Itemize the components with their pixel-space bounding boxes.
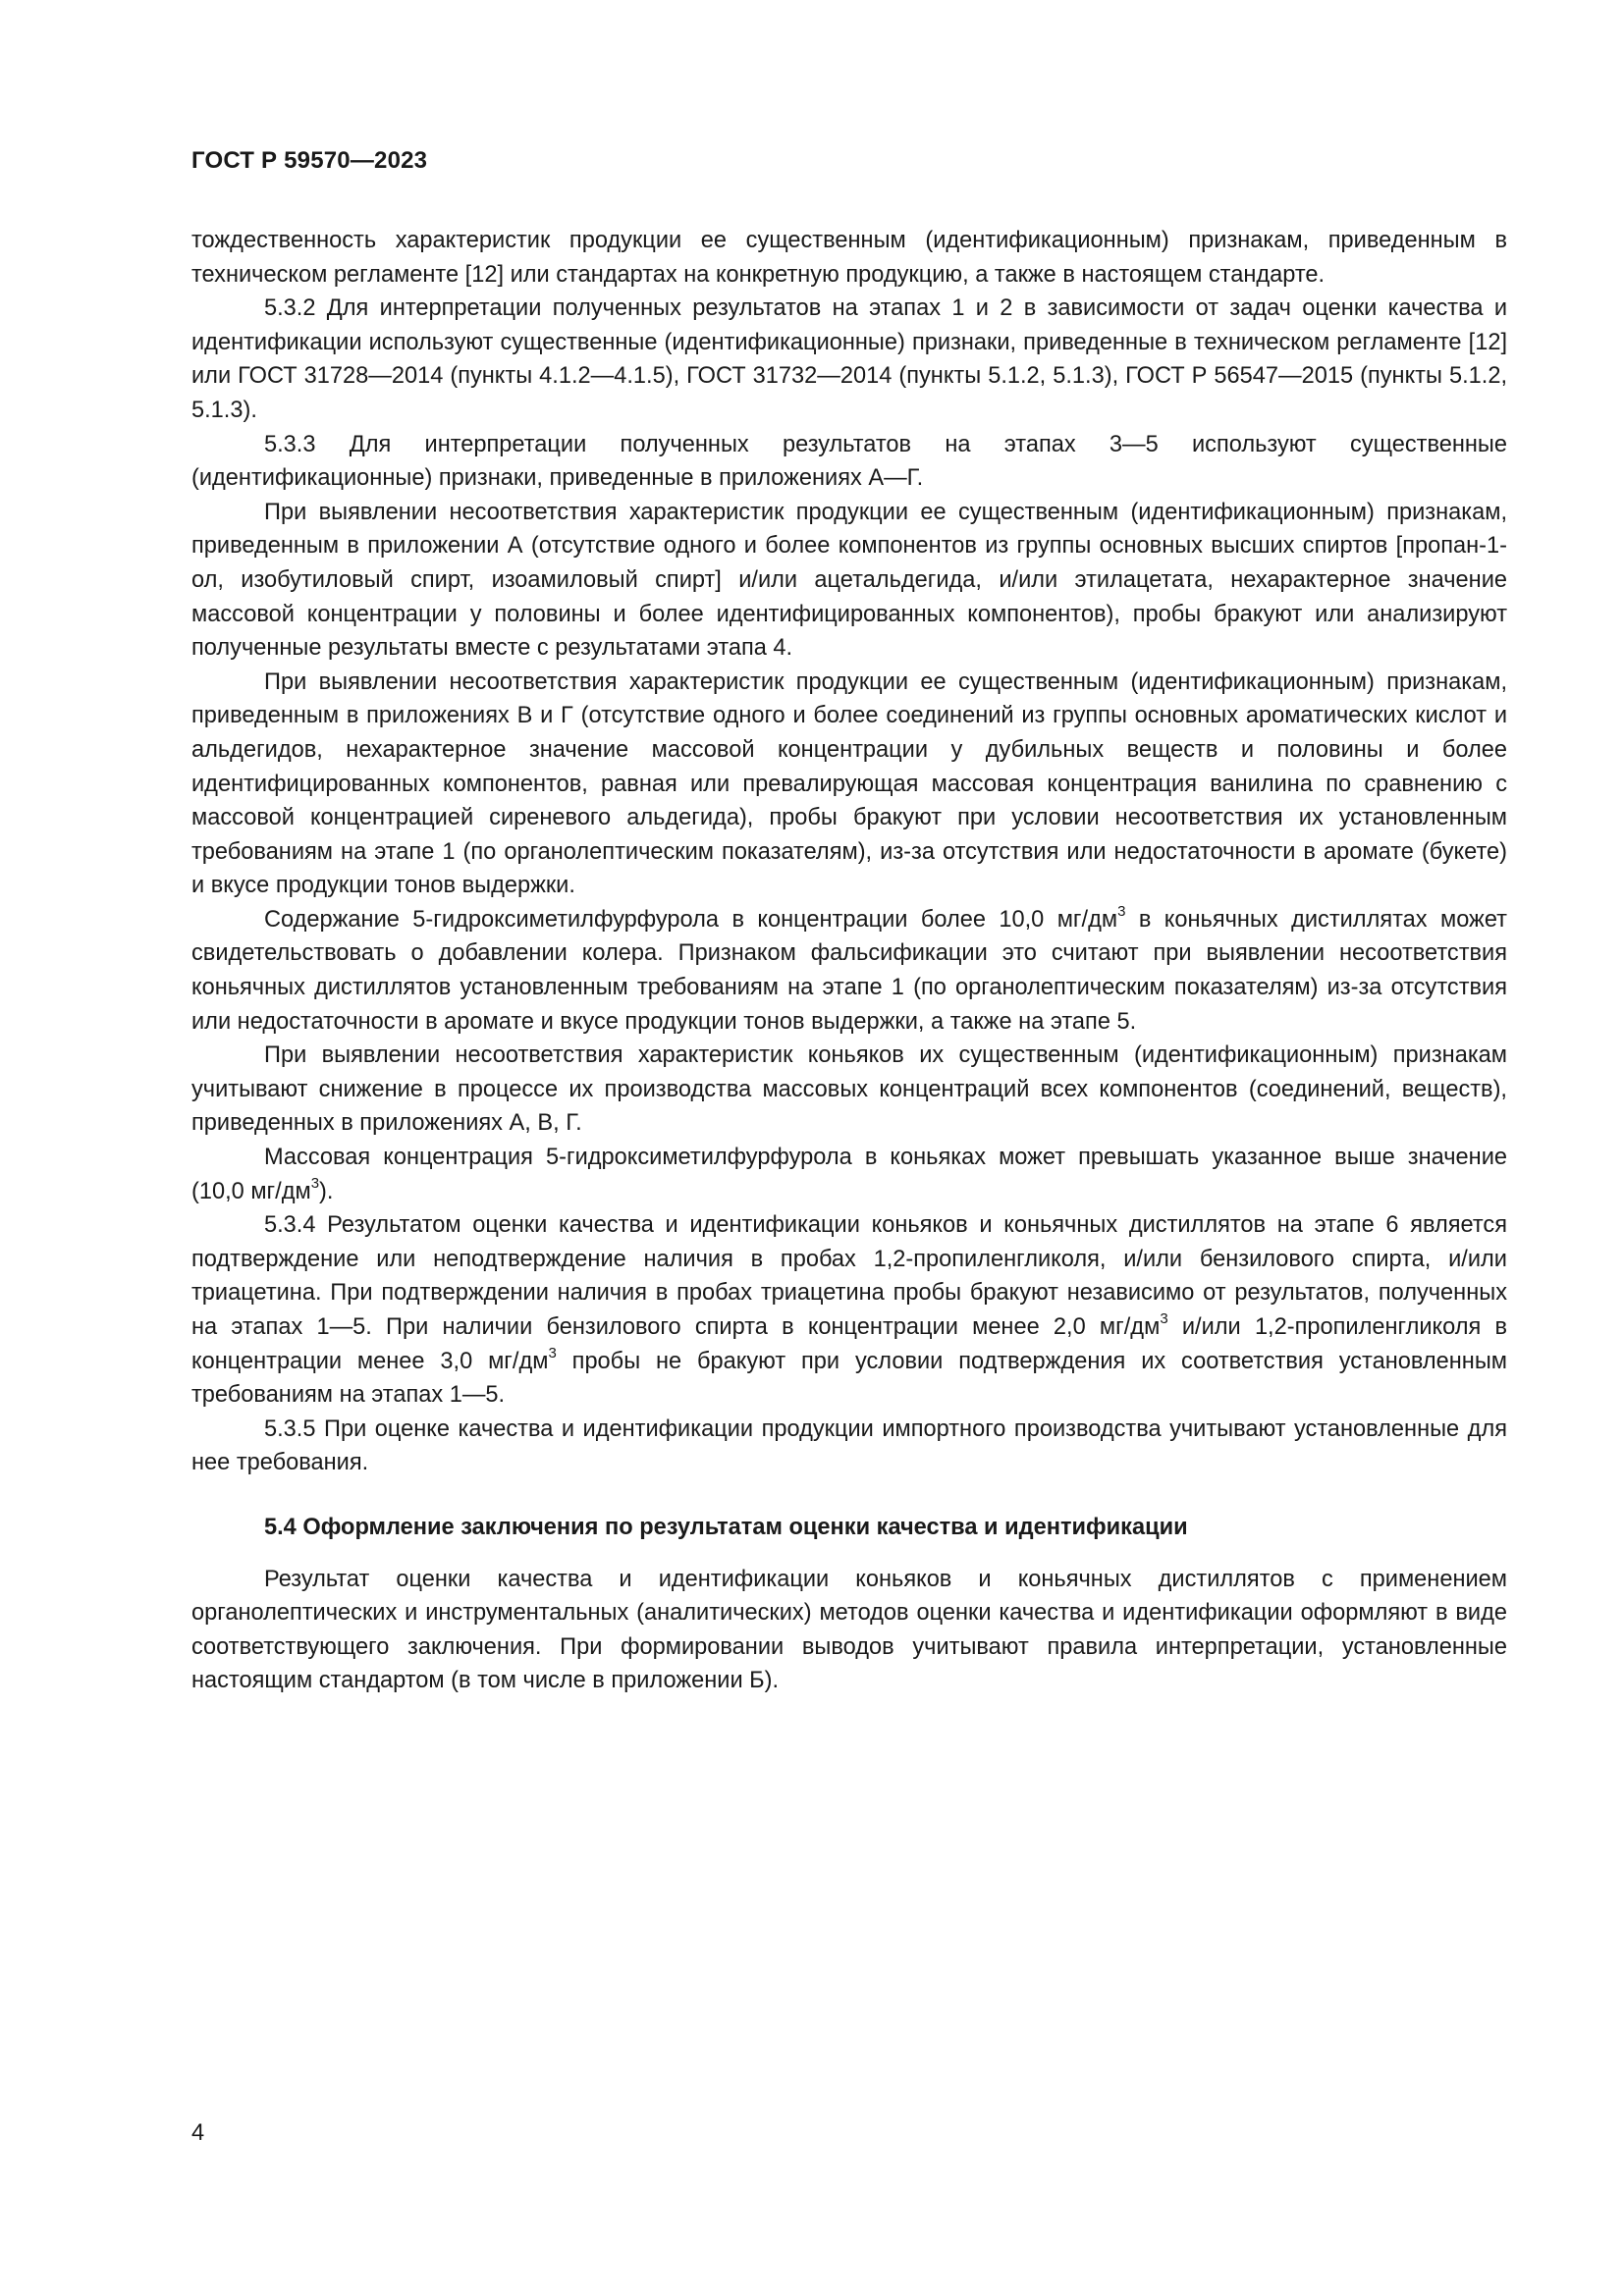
page-number: 4: [191, 2120, 205, 2146]
document-body: [191, 224, 1507, 1698]
text-span: Массовая концентрация 5-гидроксиметилфурфурола в коньяках может превышать указанное выше значение (10,0 мг/дм: [191, 1145, 1507, 1204]
text-span: ).: [319, 1178, 334, 1204]
paragraph-5-4: Результат оценки качества и идентификации коньяков и коньячных дистиллятов с применением органолептических и инструментальных (аналитических) методов оценки качества и идентификации оформляют в виде соответствующего заключения. При формировании выводов учитывают правила интерпретации, установленные настоящим стандартом (в том числе в приложении Б).: [191, 1566, 1507, 1694]
text-span: Содержание 5-гидроксиметилфурфурола в концентрации более 10,0 мг/дм: [264, 906, 1118, 933]
superscript: 3: [548, 1344, 557, 1362]
paragraph-continuation: тождественность характеристик продукции ее существенным (идентификационным) признакам, приведенным в техническом регламенте [12] или стандартах на конкретную продукцию, а также в настоящем стандарте.: [191, 228, 1507, 288]
text-span: 5.3.4 Результатом оценки качества и идентификации коньяков и коньячных дистиллятов на этапе 6 является подтверждение или неподтверждение наличия в пробах 1,2-пропиленгликоля, и/или бензилового спирта, и/или триацетина. При подтверждении наличия в пробах триацетина пробы бракуют независимо от результатов, полученных на этапах 1—5. При наличии бензилового спирта в концентрации менее 2,0 мг/дм: [191, 1212, 1507, 1340]
superscript: 3: [1160, 1310, 1168, 1328]
text-span: пробы не бракуют при условии подтверждения их соответствия установленным требованиям на этапах 1—5.: [191, 1348, 1507, 1409]
paragraph-cognac-decrease: При выявлении несоответствия характеристик коньяков их существенным (идентификационным) признакам учитывают снижение в процессе их производства массовых концентраций всех компонентов (соединений, веществ), приведенных в приложениях А, В, Г.: [191, 1042, 1507, 1137]
superscript: 3: [1117, 903, 1126, 921]
superscript: 3: [310, 1174, 320, 1192]
paragraph-5-3-3: 5.3.3 Для интерпретации полученных результатов на этапах 3—5 используют существенные (идентификационные) признаки, приведенные в приложениях А—Г.: [191, 431, 1507, 492]
paragraph-5-3-4: [191, 1208, 1507, 1413]
paragraph-appendix-a: При выявлении несоответствия характеристик продукции ее существенным (идентификационным) признакам, приведенным в приложении А (отсутствие одного и более компонентов из группы основных высших спиртов [пропан-1-ол, изобутиловый спирт, изоамиловый спирт] и/или ацетальдегида, и/или этилацетата, нехарактерное значение массовой концентрации у половины и более идентифицированных компонентов), пробы бракуют или анализируют полученные результаты вместе с результатами этапа 4.: [191, 499, 1507, 662]
text-span: и/или 1,2-пропиленгликоля в концентрации менее 3,0 мг/дм: [191, 1314, 1507, 1374]
section-5-4-heading: 5.4 Оформление заключения по результатам оценки качества и идентификации: [264, 1514, 1188, 1540]
paragraph-hmf-distillates: [191, 903, 1507, 1039]
text-span: в коньячных дистиллятах может свидетельствовать о добавлении колера. Признаком фальсификации это считают при выявлении несоответствия коньячных дистиллятов установленным требованиям на этапе 1 (по органолептическим показателям) из-за отсутствия или недостаточности в аромате и вкусе продукции тонов выдержки, а также на этапе 5.: [191, 906, 1507, 1035]
paragraph-5-3-5: 5.3.5 При оценке качества и идентификации продукции импортного производства учитывают установленные для нее требования.: [191, 1415, 1507, 1476]
paragraph-hmf-cognac: [191, 1141, 1507, 1208]
document-header: ГОСТ Р 59570—2023: [191, 147, 428, 174]
paragraph-appendix-v-g: При выявлении несоответствия характеристик продукции ее существенным (идентификационным) признакам, приведенным в приложениях В и Г (отсутствие одного и более соединений из группы основных ароматических кислот и альдегидов, нехарактерное значение массовой концентрации у дубильных веществ и половины и более идентифицированных компонентов, равная или превалирующая массовая концентрация ванилина по сравнению с массовой концентрацией сиреневого альдегида), пробы бракуют при условии несоответствия их установленным требованиям на этапе 1 (по органолептическим показателям), из-за отсутствия или недостаточности в аромате (букете) и вкусе продукции тонов выдержки.: [191, 668, 1507, 899]
paragraph-5-3-2: 5.3.2 Для интерпретации полученных результатов на этапах 1 и 2 в зависимости от задач оценки качества и идентификации используют существенные (идентификационные) признаки, приведенные в техническом регламенте [12] или ГОСТ 31728—2014 (пункты 4.1.2—4.1.5), ГОСТ 31732—2014 (пункты 5.1.2, 5.1.3), ГОСТ Р 56547—2015 (пункты 5.1.2, 5.1.3).: [191, 295, 1507, 423]
